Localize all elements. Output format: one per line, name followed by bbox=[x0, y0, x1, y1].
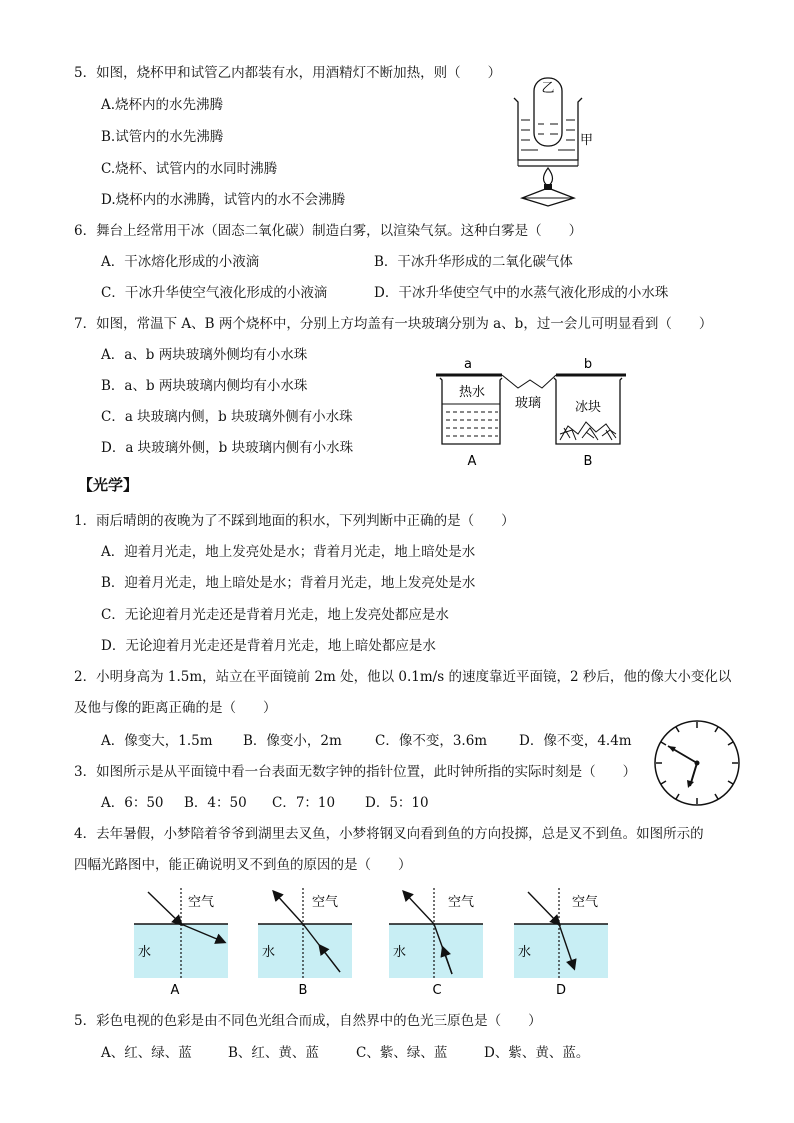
o2-option-b: B．像变小，2m bbox=[243, 733, 342, 749]
section-optics-title: 【光学】 bbox=[78, 476, 139, 494]
o2-option-d: D．像不变，4.4m bbox=[519, 733, 632, 749]
tube-label: 乙 bbox=[541, 81, 555, 96]
panel-a bbox=[134, 888, 228, 998]
o5-option-a: A、红、绿、蓝 bbox=[101, 1045, 192, 1061]
beaker-label: 甲 bbox=[580, 133, 594, 148]
mirror-clock-figure bbox=[652, 718, 742, 808]
panel-a-water-label: 水 bbox=[138, 945, 152, 960]
panel-d-label: D bbox=[555, 983, 567, 998]
panel-a-air-label: 空气 bbox=[188, 895, 215, 910]
o2-option-c: C．像不变，3.6m bbox=[375, 733, 488, 749]
q5-option-b: B.试管内的水先沸腾 bbox=[101, 129, 224, 145]
light-path-figures bbox=[0, 880, 794, 1000]
o3-option-a: A．6：50 bbox=[101, 795, 164, 811]
panel-c bbox=[389, 888, 483, 998]
beaker-tube-figure bbox=[508, 76, 598, 208]
o3-option-d: D．5：10 bbox=[365, 795, 429, 811]
panel-b bbox=[258, 888, 352, 998]
glass-b-label: b bbox=[583, 357, 593, 372]
o3-stem: 3．如图所示是从平面镜中看一台表面无数字钟的指针位置，此时钟所指的实际时刻是（ ） bbox=[74, 764, 637, 780]
alcohol-lamp bbox=[522, 188, 574, 206]
flame bbox=[544, 168, 553, 186]
q6-option-a: A．干冰熔化形成的小液滴 bbox=[101, 254, 260, 270]
panel-c-label: C bbox=[432, 983, 442, 998]
glass-a-label: a bbox=[464, 357, 472, 372]
o5-option-c: C、紫、绿、蓝 bbox=[356, 1045, 448, 1061]
o5-option-b: B、红、黄、蓝 bbox=[228, 1045, 319, 1061]
q5-option-a: A.烧杯内的水先沸腾 bbox=[101, 97, 224, 113]
beaker-b-label: B bbox=[583, 454, 593, 469]
ice-label: 冰块 bbox=[574, 400, 602, 415]
panel-d bbox=[514, 888, 608, 998]
o1-option-c: C．无论迎着月光走还是背着月光走，地上发亮处都应是水 bbox=[101, 607, 449, 623]
o1-stem: 1．雨后晴朗的夜晚为了不踩到地面的积水，下列判断中正确的是（ ） bbox=[74, 513, 515, 529]
panel-b-air-label: 空气 bbox=[312, 895, 339, 910]
o3-option-b: B．4：50 bbox=[184, 795, 247, 811]
o5-stem: 5．彩色电视的色彩是由不同色光组合而成，自然界中的色光三原色是（ ） bbox=[74, 1013, 542, 1029]
q6-option-d: D．干冰升华使空气中的水蒸气液化形成的小水珠 bbox=[374, 285, 669, 301]
q6-option-b: B．干冰升华形成的二氧化碳气体 bbox=[374, 254, 573, 270]
q7-option-a: A．a、b 两块玻璃外侧均有小水珠 bbox=[101, 347, 308, 363]
o2-stem-line1: 2．小明身高为 1.5m，站立在平面镜前 2m 处，他以 0.1m/s 的速度靠近平面镜，2 秒后，他的像大小变化以 bbox=[74, 669, 732, 685]
q5-option-c: C.烧杯、试管内的水同时沸腾 bbox=[101, 161, 278, 177]
hot-water-label: 热水 bbox=[458, 385, 486, 400]
panel-b-water-label: 水 bbox=[262, 945, 276, 960]
o2-option-a: A．像变大，1.5m bbox=[101, 733, 213, 749]
q6-option-c: C．干冰升华使空气液化形成的小液滴 bbox=[101, 285, 328, 301]
panel-a-label: A bbox=[170, 983, 180, 998]
o5-option-d: D、紫、黄、蓝。 bbox=[484, 1045, 590, 1061]
panel-c-air-label: 空气 bbox=[448, 895, 475, 910]
panel-c-water-label: 水 bbox=[393, 945, 407, 960]
panel-b-label: B bbox=[298, 983, 308, 998]
panel-d-water-label: 水 bbox=[518, 945, 532, 960]
q7-option-d: D．a 块玻璃外侧，b 块玻璃内侧有小水珠 bbox=[101, 440, 354, 456]
q7-option-b: B．a、b 两块玻璃内侧均有小水珠 bbox=[101, 378, 308, 394]
o4-stem-line1: 4．去年暑假，小梦陪着爷爷到湖里去叉鱼，小梦将钢叉向看到鱼的方向投掷，总是叉不到鱼。如图所示的 bbox=[74, 826, 704, 842]
o1-option-a: A．迎着月光走，地上发亮处是水；背着月光走，地上暗处是水 bbox=[101, 544, 476, 560]
beaker-a-label: A bbox=[467, 454, 477, 469]
o3-option-c: C．7：10 bbox=[272, 795, 336, 811]
glass-label: 玻璃 bbox=[514, 396, 542, 411]
panel-d-air-label: 空气 bbox=[572, 895, 599, 910]
o1-option-d: D．无论迎着月光走还是背着月光走，地上暗处都应是水 bbox=[101, 638, 436, 654]
q6-stem: 6．舞台上经常用干冰（固态二氧化碳）制造白雾，以渲染气氛。这种白雾是（ ） bbox=[74, 223, 583, 239]
o1-option-b: B．迎着月光走，地上暗处是水；背着月光走，地上发亮处是水 bbox=[101, 575, 476, 591]
q7-option-c: C．a 块玻璃内侧，b 块玻璃外侧有小水珠 bbox=[101, 409, 353, 425]
two-beakers-figure bbox=[430, 354, 630, 470]
o4-stem-line2: 四幅光路图中，能正确说明叉不到鱼的原因的是（ ） bbox=[74, 857, 412, 873]
q7-stem: 7．如图，常温下 A、B 两个烧杯中，分别上方均盖有一块玻璃分别为 a、b，过一会儿可明显看到（ ） bbox=[74, 316, 713, 332]
q5-stem: 5．如图，烧杯甲和试管乙内都装有水，用酒精灯不断加热，则（ ） bbox=[74, 65, 502, 81]
beaker bbox=[514, 98, 582, 160]
q5-option-d: D.烧杯内的水沸腾，试管内的水不会沸腾 bbox=[101, 192, 346, 208]
o2-stem-line2: 及他与像的距离正确的是（ ） bbox=[74, 700, 277, 716]
